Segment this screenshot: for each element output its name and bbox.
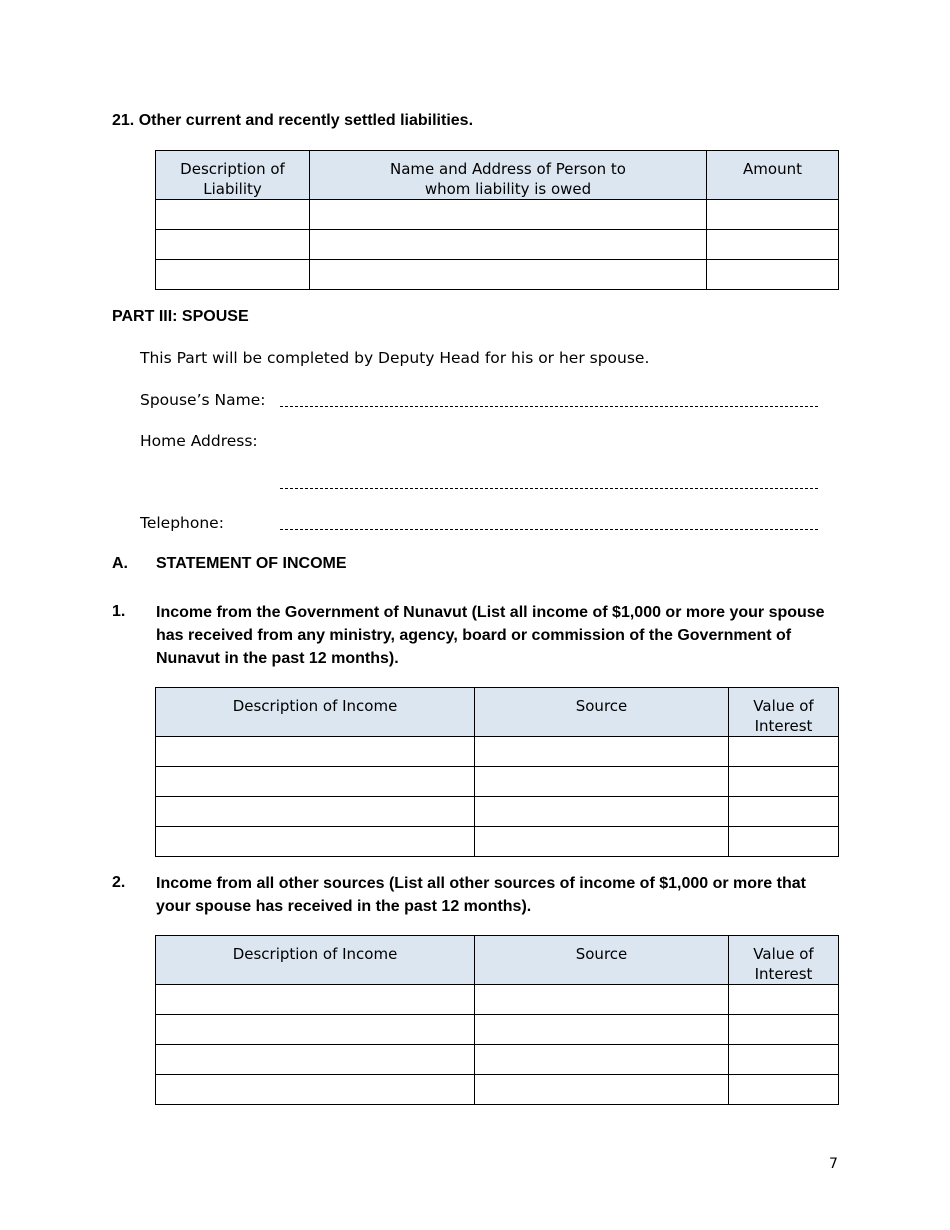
income-other-table [155, 935, 839, 1105]
section-a-title: STATEMENT OF INCOME [156, 555, 347, 572]
table-cell[interactable] [729, 797, 839, 827]
table-cell[interactable] [729, 767, 839, 797]
page-number: 7 [829, 1156, 838, 1172]
table-cell[interactable] [310, 200, 707, 230]
table-cell[interactable] [475, 1045, 729, 1075]
table-row [156, 260, 839, 290]
table-cell[interactable] [156, 1045, 475, 1075]
home-address-field[interactable] [280, 488, 818, 489]
table-cell[interactable] [475, 985, 729, 1015]
table-row [156, 230, 839, 260]
table-row [156, 737, 839, 767]
table-row [156, 797, 839, 827]
table-cell[interactable] [156, 260, 310, 290]
table-cell[interactable] [729, 1045, 839, 1075]
col-header-description-of-income: Description of Income [156, 936, 475, 985]
spouse-name-field[interactable] [280, 406, 818, 407]
table-cell[interactable] [729, 1015, 839, 1045]
col-header-amount: Amount [707, 151, 839, 200]
telephone-field[interactable] [280, 529, 818, 530]
table-row [156, 1075, 839, 1105]
table-cell[interactable] [707, 230, 839, 260]
table-cell[interactable] [156, 797, 475, 827]
table-cell[interactable] [156, 985, 475, 1015]
table-cell[interactable] [707, 200, 839, 230]
table-row [156, 767, 839, 797]
part-3-intro: This Part will be completed by Deputy Head for his or her spouse. [140, 349, 650, 367]
table-cell[interactable] [310, 260, 707, 290]
table-cell[interactable] [475, 737, 729, 767]
table-cell[interactable] [156, 1075, 475, 1105]
col-header-value-of-interest: Value of Interest [729, 936, 839, 985]
table-cell[interactable] [156, 767, 475, 797]
income-gn-table [155, 687, 839, 857]
table-cell[interactable] [729, 737, 839, 767]
table-cell[interactable] [729, 1075, 839, 1105]
part-3-title: PART III: SPOUSE [112, 308, 249, 325]
col-header-source: Source [475, 688, 729, 737]
table-cell[interactable] [475, 1075, 729, 1105]
table-cell[interactable] [310, 230, 707, 260]
table-cell[interactable] [707, 260, 839, 290]
table-cell[interactable] [475, 767, 729, 797]
table-cell[interactable] [475, 797, 729, 827]
table-row [156, 200, 839, 230]
table-row [156, 827, 839, 857]
col-header-name-address: Name and Address of Person to whom liability is owed [310, 151, 707, 200]
section-21-title: 21. Other current and recently settled liabilities. [112, 112, 474, 129]
table-cell[interactable] [729, 985, 839, 1015]
item-1-text: Income from the Government of Nunavut (List all income of $1,000 or more your spouse has received from any ministry, agency, board or commission of the Government of Nunavut in the past 12 months). [156, 604, 825, 667]
section-a-letter: A. [112, 555, 128, 572]
telephone-label: Telephone: [140, 514, 224, 532]
table-cell[interactable] [475, 827, 729, 857]
table-cell[interactable] [475, 1015, 729, 1045]
table-cell[interactable] [156, 827, 475, 857]
table-cell[interactable] [156, 230, 310, 260]
table-cell[interactable] [156, 1015, 475, 1045]
table-row [156, 1045, 839, 1075]
item-2-text: Income from all other sources (List all other sources of income of $1,000 or more that your spouse has received in the past 12 months). [156, 875, 806, 915]
liabilities-table [155, 150, 839, 290]
col-header-value-of-interest: Value of Interest [729, 688, 839, 737]
table-cell[interactable] [156, 737, 475, 767]
col-header-source: Source [475, 936, 729, 985]
col-header-description-of-income: Description of Income [156, 688, 475, 737]
table-cell[interactable] [729, 827, 839, 857]
spouse-name-label: Spouse’s Name: [140, 391, 266, 409]
item-1-number: 1. [112, 603, 126, 620]
home-address-label: Home Address: [140, 432, 258, 450]
col-header-description-of-liability: Description of Liability [156, 151, 310, 200]
table-row [156, 1015, 839, 1045]
item-2-number: 2. [112, 874, 126, 891]
table-row [156, 985, 839, 1015]
table-cell[interactable] [156, 200, 310, 230]
